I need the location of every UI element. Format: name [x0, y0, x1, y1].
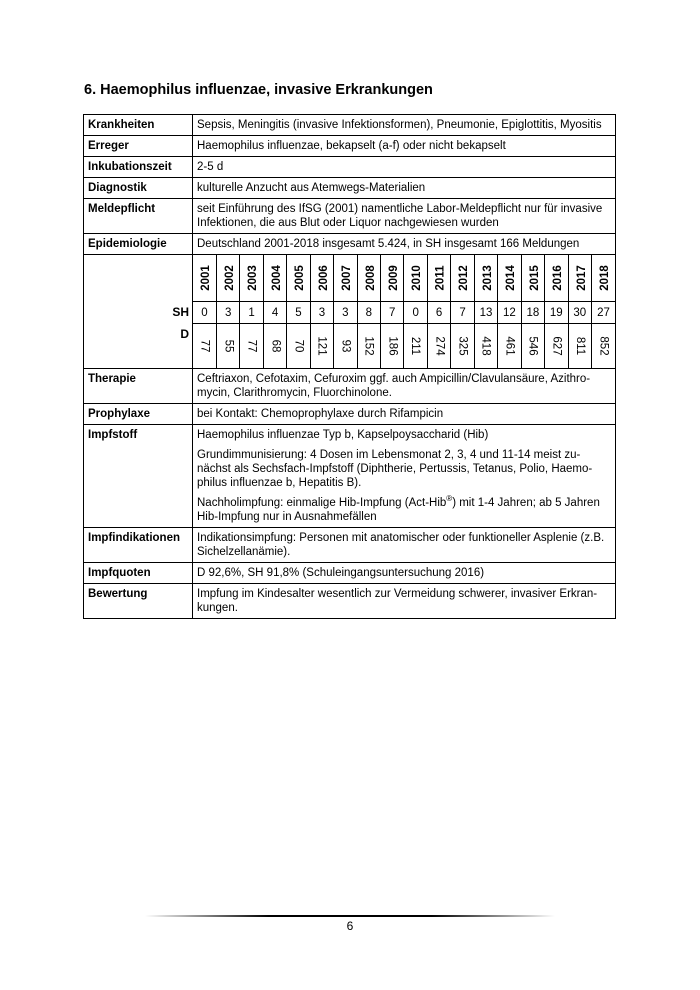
year-label: 2003 [247, 265, 260, 291]
sh-count-cell: 7 [381, 302, 404, 324]
year-label: 2002 [223, 265, 236, 291]
d-count-value: 70 [292, 339, 305, 353]
year-header-cell [521, 255, 544, 302]
d-row-label: D [180, 327, 189, 341]
d-count-cell [287, 324, 310, 369]
sh-count-cell: 6 [427, 302, 450, 324]
value-krankheiten: Sepsis, Meningitis (invasive Infektionsformen), Pneumonie, Epiglottitis, Myositis [193, 115, 616, 136]
row-krankheiten [84, 115, 616, 136]
sh-count-cell: 0 [404, 302, 427, 324]
year-header-cell [474, 255, 497, 302]
row-diagnostik [84, 178, 616, 199]
sh-count-cell: 7 [451, 302, 474, 324]
d-counts-row [193, 324, 615, 369]
meldepflicht-line-2: Infektionen, die aus Blut oder Liquor nachgewiesen wurden [197, 217, 499, 229]
nachholimpfung-line-2: Hib-Impfung nur in Ausnahmefällen [197, 511, 377, 523]
value-diagnostik: kulturelle Anzucht aus Atemwegs-Materialien [193, 178, 616, 199]
value-impfquoten: D 92,6%, SH 91,8% (Schuleingangsuntersuchung 2016) [193, 563, 616, 584]
year-header-cell [498, 255, 521, 302]
label-prophylaxe: Prophylaxe [84, 404, 193, 425]
sh-count-cell: 13 [474, 302, 497, 324]
year-label: 2012 [458, 265, 471, 291]
d-count-value: 546 [526, 336, 539, 356]
year-header-cell [263, 255, 286, 302]
row-impfstoff [84, 425, 616, 528]
year-header-cell [310, 255, 333, 302]
d-count-cell [240, 324, 263, 369]
label-bewertung: Bewertung [84, 584, 193, 619]
value-impfstoff [193, 425, 616, 528]
d-count-value: 77 [198, 339, 211, 353]
d-count-value: 627 [550, 336, 563, 356]
d-count-cell [404, 324, 427, 369]
label-epidemiologie: Epidemiologie [84, 234, 193, 255]
row-prophylaxe [84, 404, 616, 425]
d-count-cell [451, 324, 474, 369]
label-therapie: Therapie [84, 369, 193, 404]
value-therapie [193, 369, 616, 404]
d-count-value: 55 [222, 339, 235, 353]
year-header-cell [357, 255, 380, 302]
bewertung-line-2: kungen. [197, 602, 238, 614]
value-erreger: Haemophilus influenzae, bekapselt (a-f) oder nicht bekapselt [193, 136, 616, 157]
row-meldepflicht [84, 199, 616, 234]
label-impfindikationen: Impfindikationen [84, 528, 193, 563]
year-header-cell [568, 255, 591, 302]
year-label: 2001 [199, 265, 212, 291]
d-count-cell [381, 324, 404, 369]
d-count-value: 325 [456, 336, 469, 356]
year-header-cell [381, 255, 404, 302]
year-header-cell [216, 255, 239, 302]
sh-count-cell: 5 [287, 302, 310, 324]
d-count-cell [216, 324, 239, 369]
d-count-cell [427, 324, 450, 369]
impfstoff-type: Haemophilus influenzae Typ b, Kapselpoysaccharid (Hib) [197, 429, 489, 441]
sh-count-cell: 3 [310, 302, 333, 324]
nachholimpfung-text-a: Nachholimpfung: einmalige Hib-Impfung (Act-Hib [197, 497, 447, 509]
year-label: 2006 [317, 265, 330, 291]
label-krankheiten: Krankheiten [84, 115, 193, 136]
year-header-cell [451, 255, 474, 302]
d-count-value: 852 [597, 336, 610, 356]
d-count-cell [521, 324, 544, 369]
year-label: 2018 [598, 265, 611, 291]
disease-info-table [83, 114, 616, 619]
year-label: 2005 [294, 265, 307, 291]
row-epidemiologie [84, 234, 616, 255]
year-header-cell [240, 255, 263, 302]
d-count-cell [591, 324, 615, 369]
label-impfquoten: Impfquoten [84, 563, 193, 584]
label-impfstoff: Impfstoff [84, 425, 193, 528]
d-count-value: 461 [503, 336, 516, 356]
year-label: 2010 [411, 265, 424, 291]
row-impfindikationen [84, 528, 616, 563]
value-bewertung [193, 584, 616, 619]
year-label: 2013 [481, 265, 494, 291]
sh-counts-row [193, 302, 615, 324]
d-count-value: 274 [433, 336, 446, 356]
value-meldepflicht [193, 199, 616, 234]
value-epidemiologie: Deutschland 2001-2018 insgesamt 5.424, in SH insgesamt 166 Meldungen [193, 234, 616, 255]
row-erreger [84, 136, 616, 157]
sh-row-label: SH [172, 305, 189, 319]
impfindikationen-line-2: Sichelzellanämie). [197, 546, 291, 558]
grundimmunisierung-line-3: philus influenzae b, Hepatitis B). [197, 477, 362, 489]
d-count-cell [193, 324, 216, 369]
impfindikationen-line-1: Indikationsimpfung: Personen mit anatomischer oder funktioneller Asplenie (z.B. [197, 532, 605, 544]
year-label: 2014 [504, 265, 517, 291]
sh-count-cell: 18 [521, 302, 544, 324]
sh-count-cell: 12 [498, 302, 521, 324]
d-count-cell [263, 324, 286, 369]
sh-count-cell: 27 [591, 302, 615, 324]
value-inkubationszeit: 2-5 d [193, 157, 616, 178]
registered-mark: ® [446, 494, 453, 504]
d-count-cell [545, 324, 568, 369]
sh-count-cell: 0 [193, 302, 216, 324]
d-count-value: 211 [409, 336, 422, 356]
d-count-cell [498, 324, 521, 369]
sh-count-cell: 3 [216, 302, 239, 324]
grundimmunisierung-line-2: nächst als Sechsfach-Impfstoff (Diphtherie, Pertussis, Tetanus, Polio, Haemo- [197, 463, 593, 475]
label-erreger: Erreger [84, 136, 193, 157]
d-count-cell [334, 324, 357, 369]
therapie-line-1: Ceftriaxon, Cefotaxim, Cefuroxim ggf. auch Ampicillin/Clavulansäure, Azithro- [197, 373, 591, 385]
grundimmunisierung-line-1: Grundimmunisierung: 4 Dosen im Lebensmonat 2, 3, 4 und 11-14 meist zu- [197, 449, 581, 461]
sh-count-cell: 19 [545, 302, 568, 324]
year-label: 2016 [551, 265, 564, 291]
footer-divider [145, 915, 555, 917]
year-header-cell [404, 255, 427, 302]
year-header-cell [287, 255, 310, 302]
nachholimpfung-text-b: ) mit 1-4 Jahren; ab 5 Jahren [452, 497, 600, 509]
row-epi-data [84, 255, 616, 369]
epidemiology-year-table [193, 255, 615, 368]
row-bewertung [84, 584, 616, 619]
d-count-cell [568, 324, 591, 369]
d-count-value: 811 [573, 336, 586, 356]
year-header-row [193, 255, 615, 302]
sh-count-cell: 1 [240, 302, 263, 324]
d-count-value: 152 [362, 336, 375, 356]
d-count-cell [357, 324, 380, 369]
year-header-cell [591, 255, 615, 302]
d-count-value: 68 [269, 339, 282, 353]
page-title: 6. Haemophilus influenzae, invasive Erkrankungen [84, 82, 433, 98]
impfstoff-nachholimpfung [197, 496, 611, 524]
year-label: 2008 [364, 265, 377, 291]
sh-count-cell: 30 [568, 302, 591, 324]
year-label: 2017 [575, 265, 588, 291]
year-header-cell [545, 255, 568, 302]
meldepflicht-line-1: seit Einführung des IfSG (2001) namentliche Labor-Meldepflicht nur für invasive [197, 203, 603, 215]
year-label: 2009 [387, 265, 400, 291]
d-count-value: 93 [339, 339, 352, 353]
d-count-value: 418 [479, 336, 492, 356]
row-therapie [84, 369, 616, 404]
year-label: 2007 [340, 265, 353, 291]
value-prophylaxe: bei Kontakt: Chemoprophylaxe durch Rifampicin [193, 404, 616, 425]
year-label: 2004 [270, 265, 283, 291]
label-inkubationszeit: Inkubationszeit [84, 157, 193, 178]
epi-data-cell [193, 255, 616, 369]
epi-row-labels [84, 255, 193, 369]
row-impfquoten [84, 563, 616, 584]
year-label: 2015 [528, 265, 541, 291]
year-header-cell [193, 255, 216, 302]
d-count-cell [474, 324, 497, 369]
year-header-cell [427, 255, 450, 302]
year-header-cell [334, 255, 357, 302]
row-inkubationszeit [84, 157, 616, 178]
sh-count-cell: 3 [334, 302, 357, 324]
year-label: 2011 [434, 265, 447, 291]
page-number: 6 [346, 919, 354, 933]
value-impfindikationen [193, 528, 616, 563]
d-count-cell [310, 324, 333, 369]
bewertung-line-1: Impfung im Kindesalter wesentlich zur Vermeidung schwerer, invasiver Erkran- [197, 588, 598, 600]
d-count-value: 77 [245, 339, 258, 353]
label-diagnostik: Diagnostik [84, 178, 193, 199]
d-count-value: 121 [315, 336, 328, 356]
therapie-line-2: mycin, Clarithromycin, Fluorchinolone. [197, 387, 392, 399]
sh-count-cell: 4 [263, 302, 286, 324]
impfstoff-grundimmunisierung [197, 448, 611, 490]
label-meldepflicht: Meldepflicht [84, 199, 193, 234]
sh-count-cell: 8 [357, 302, 380, 324]
d-count-value: 186 [386, 336, 399, 356]
